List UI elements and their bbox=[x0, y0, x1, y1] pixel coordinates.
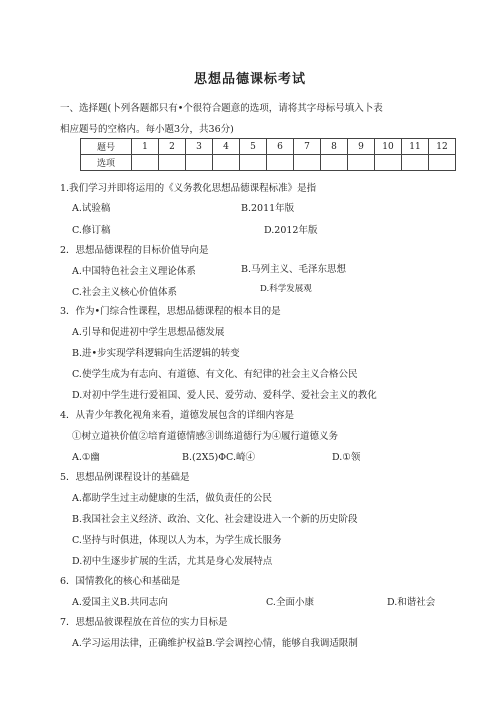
table-row-numbers bbox=[81, 139, 456, 155]
table-number-cell: 12 bbox=[429, 139, 456, 155]
question-1-option-c: C.修订稿 bbox=[72, 225, 111, 236]
question-1-stem: 1.我们学习并即将运用的《义务教化思想品德课程标准》是指 bbox=[60, 183, 317, 194]
section-instruction-line2: 相应题号的空格内。每小题3分，共36分) bbox=[60, 124, 234, 135]
question-2-option-d: D.科学发展观 bbox=[260, 284, 312, 294]
question-5-option-c: C.坚持与时俱进，体现以人为本，为学生成长服务 bbox=[72, 535, 282, 546]
table-number-cell: 10 bbox=[375, 139, 402, 155]
table-number-cell: 7 bbox=[294, 139, 321, 155]
answer-cell[interactable] bbox=[240, 155, 267, 171]
section-instruction-line1: 一、选择题(卜列各题都只有•个很符合题意的选项，请将其字母标号填入卜表 bbox=[60, 103, 383, 114]
question-4-option-a: A.①幽 bbox=[72, 452, 100, 463]
question-3-option-b: B.进•步实现学科逻辑向生活逻辑的转变 bbox=[72, 348, 240, 359]
question-4-option-d: D.①领 bbox=[332, 452, 361, 463]
question-6-option-c: C.全面小康 bbox=[266, 597, 314, 608]
question-4-items: ①树立道袂价值②培育道德情感③训练道德行为④履行道德义务 bbox=[72, 431, 339, 442]
answer-cell[interactable] bbox=[159, 155, 186, 171]
table-number-cell: 9 bbox=[348, 139, 375, 155]
question-5-stem: 5．思想品例课程设计的基础是 bbox=[60, 472, 190, 483]
question-5-option-d: D.初中生逐步扩展的生活，尤其是身心发展特点 bbox=[72, 556, 273, 567]
question-2-option-c: C.社会主义核心价值体系 bbox=[72, 287, 177, 298]
answer-table bbox=[80, 138, 456, 171]
table-number-cell: 2 bbox=[159, 139, 186, 155]
question-6-option-d: D.和谐社会 bbox=[387, 597, 436, 608]
table-number-cell: 3 bbox=[186, 139, 213, 155]
table-row-answers bbox=[81, 155, 456, 171]
question-2-stem: 2．思想品德课程的目标价值导向是 bbox=[60, 245, 209, 256]
table-number-cell: 1 bbox=[132, 139, 159, 155]
table-number-cell: 5 bbox=[240, 139, 267, 155]
question-1-option-b: B.2011年版 bbox=[241, 203, 295, 214]
table-header-cell: 题号 bbox=[81, 139, 132, 155]
question-1-option-d: D.2012年版 bbox=[264, 225, 318, 236]
table-header-cell: 选项 bbox=[81, 155, 132, 171]
question-3-option-a: A.引导和促进初中学生思想品德发展 bbox=[72, 327, 225, 338]
answer-cell[interactable] bbox=[321, 155, 348, 171]
answer-cell[interactable] bbox=[348, 155, 375, 171]
answer-cell[interactable] bbox=[186, 155, 213, 171]
question-3-option-d: D.对初中学生进行爱祖国、爱人民、爱劳动、爱科学、爱社会主义的教化 bbox=[72, 390, 377, 401]
question-2-option-b: B.马列主义、毛泽东思想 bbox=[241, 264, 347, 275]
answer-cell[interactable] bbox=[294, 155, 321, 171]
table-number-cell: 8 bbox=[321, 139, 348, 155]
question-2-option-a: A.中国特色社会主义理论体系 bbox=[72, 266, 196, 277]
question-3-option-c: C.使学生成为有志向、有道德、有文化、有纪律的社会主义合格公民 bbox=[72, 369, 358, 380]
question-1-option-a: A.试验稿 bbox=[72, 203, 111, 214]
answer-cell[interactable] bbox=[375, 155, 402, 171]
answer-cell[interactable] bbox=[402, 155, 429, 171]
table-number-cell: 4 bbox=[213, 139, 240, 155]
question-4-stem: 4．从青少年教化视角来看，道德发展包含的详细内容是 bbox=[60, 410, 295, 421]
question-5-option-a: A.都助学生过主动健康的生活，做负责任的公民 bbox=[72, 493, 272, 504]
question-6-option-ab: A.爱国主义B.共同志向 bbox=[72, 597, 168, 608]
question-7-option-ab: A.学习运用法律，正确维护权益B.学会调控心情，能够自我调适限制 bbox=[72, 638, 358, 649]
answer-cell[interactable] bbox=[429, 155, 456, 171]
page-title: 思想品德课标考试 bbox=[193, 72, 306, 87]
question-6-stem: 6．国情教化的核心和基础是 bbox=[60, 576, 181, 587]
answer-cell[interactable] bbox=[213, 155, 240, 171]
table-number-cell: 11 bbox=[402, 139, 429, 155]
answer-cell[interactable] bbox=[132, 155, 159, 171]
question-3-stem: 3．作为•门综合性课程，思想品德课程的根本目的是 bbox=[60, 306, 281, 317]
answer-cell[interactable] bbox=[267, 155, 294, 171]
question-4-option-bc: B.(2X5)ΦC.崎④ bbox=[182, 452, 256, 463]
question-7-stem: 7．思想品彼课程放在首位的实力目标是 bbox=[60, 617, 228, 628]
question-5-option-b: B.我国社会主义经济、政治、文化、社会建设进入一个新的历史阶段 bbox=[72, 514, 358, 525]
table-number-cell: 6 bbox=[267, 139, 294, 155]
